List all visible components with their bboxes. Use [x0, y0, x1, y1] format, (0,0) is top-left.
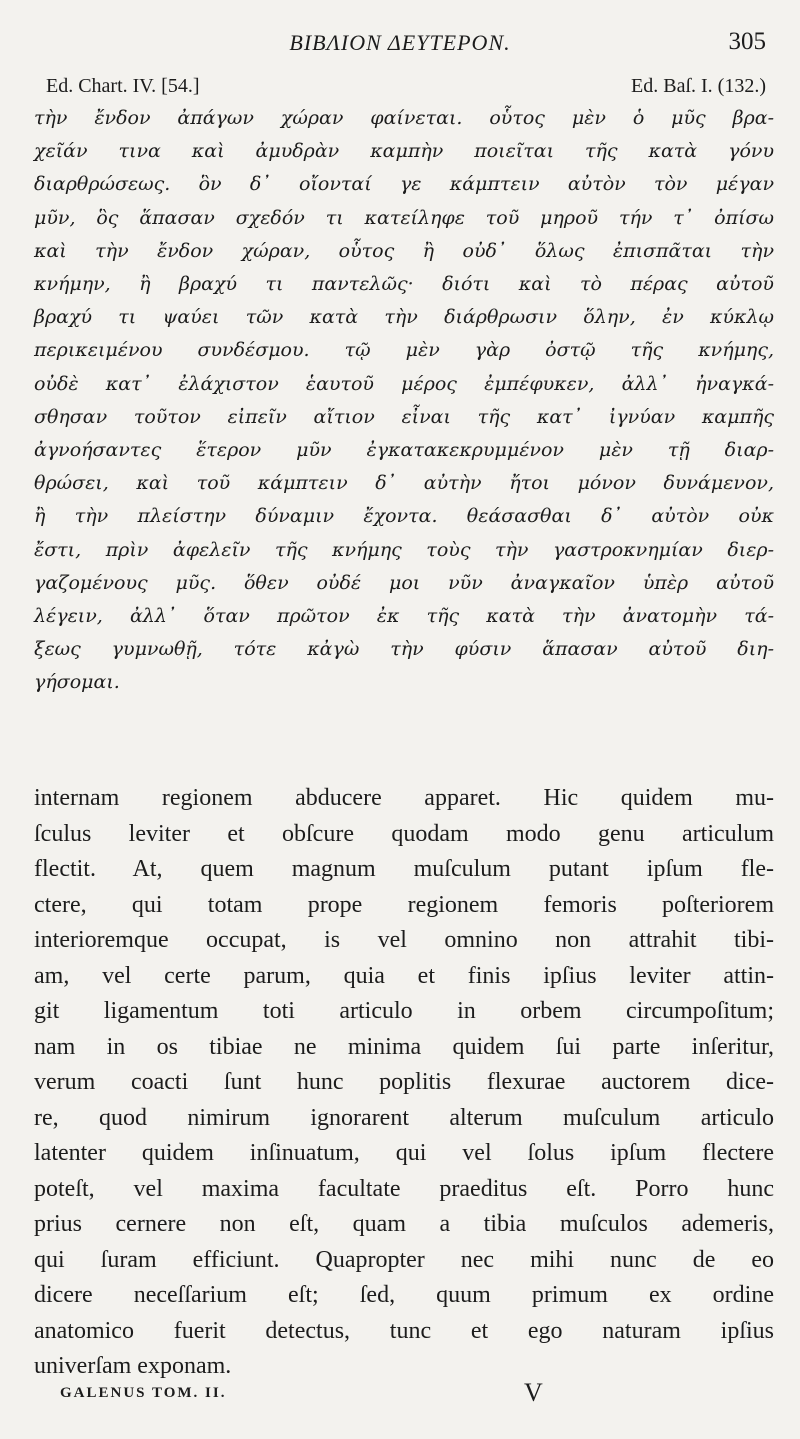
- edition-reference-left: Ed. Chart. IV. [54.]: [46, 75, 200, 97]
- latin-text-line: dicere neceſſarium eſt; ſed, quum primum ex ordine: [34, 1282, 774, 1308]
- greek-text-line: τὴν ἔνδον ἀπάγων χώραν φαίνεται. οὗτος μὲν ὁ μῦς βρα-: [34, 107, 774, 129]
- latin-text-line: univerſam exponam.: [34, 1353, 232, 1379]
- greek-text-line: ἔστι, πρὶν ἀφελεῖν τῆς κνήμης τοὺς τὴν γαστροκνημίαν διερ-: [34, 538, 774, 561]
- latin-text-block: [34, 781, 774, 1385]
- latin-text-line: latenter quidem inſinuatum, qui vel ſolus ipſum flectere: [34, 1140, 774, 1166]
- footer-signature-mark: V: [524, 1378, 543, 1407]
- latin-text-line: re, quod nimirum ignorarent alterum muſculum articulo: [34, 1104, 774, 1131]
- running-title: BIBΛIOΝ ΔΕΥΤΕΡΟΝ.: [289, 30, 511, 55]
- latin-text-line: git ligamentum toti articulo in orbem circumpoſitum;: [34, 998, 774, 1024]
- latin-text-line: internam regionem abducere apparet. Hic quidem mu-: [34, 785, 774, 811]
- greek-text-line: σθησαν τοῦτον εἰπεῖν αἴτιον εἶναι τῆς κατ᾽ ἰγνύαν καμπῆς: [34, 405, 774, 428]
- greek-text-line: γήσομαι.: [34, 671, 120, 694]
- latin-text-line: anatomico fuerit detectus, tunc et ego naturam ipſius: [34, 1317, 774, 1344]
- greek-text-line: χεῖάν τινα καὶ ἀμυδρὰν καμπὴν ποιεῖται τῆς κατὰ γόνυ: [34, 140, 774, 163]
- greek-text-line: ξεως γυμνωθῇ, τότε κἀγὼ τὴν φύσιν ἅπασαν αὐτοῦ διη-: [34, 638, 774, 661]
- latin-text-line: am, vel certe parum, quia et finis ipſius leviter attin-: [34, 962, 774, 989]
- greek-text-line: διαρθρώσεως. ὃν δ᾽ οἴονταί γε κάμπτειν αὐτὸν τὸν μέγαν: [34, 173, 774, 196]
- greek-text-line: ἀγνοήσαντες ἕτερον μῦν ἐγκατακεκρυμμένον μὲν τῇ διαρ-: [34, 439, 774, 462]
- greek-text-line: λέγειν, ἀλλ᾽ ὅταν πρῶτον ἐκ τῆς κατὰ τὴν ἀνατομὴν τά-: [34, 605, 774, 628]
- footer-signature: GALENUS TOM. II.: [60, 1385, 227, 1401]
- greek-text-line: βραχύ τι ψαύει τῶν κατὰ τὴν διάρθρωσιν ὅλην, ἐν κύκλῳ: [34, 306, 774, 329]
- latin-text-line: ctere, qui totam prope regionem femoris poſteriorem: [34, 891, 774, 918]
- edition-reference-right: Ed. Baſ. I. (132.): [631, 75, 766, 97]
- latin-text-line: flectit. At, quem magnum muſculum putant ipſum fle-: [34, 856, 774, 882]
- greek-text-line: γαζομένους μῦς. ὅθεν οὐδέ μοι νῦν ἀναγκαῖον ὑπὲρ αὐτοῦ: [34, 571, 774, 594]
- greek-text-line: μῦν, ὃς ἅπασαν σχεδόν τι κατείληφε τοῦ μηροῦ τήν τ᾽ ὀπίσω: [34, 206, 774, 229]
- latin-text-line: nam in os tibiae ne minima quidem ſui parte inſeritur,: [34, 1033, 774, 1060]
- greek-text-line: ἢ τὴν πλείστην δύναμιν ἔχοντα. θεάσασθαι δ᾽ αὐτὸν οὐκ: [34, 505, 774, 528]
- latin-text-line: interioremque occupat, is vel omnino non attrahit tibi-: [34, 927, 774, 953]
- latin-text-line: qui ſuram efficiunt. Quapropter nec mihi nunc de eo: [34, 1246, 774, 1273]
- greek-text-block: [34, 102, 774, 700]
- latin-text-line: prius cernere non eſt, quam a tibia muſculos ademeris,: [34, 1211, 774, 1237]
- latin-text-line: poteſt, vel maxima facultate praeditus eſt. Porro hunc: [34, 1175, 774, 1202]
- page-number: 305: [728, 28, 766, 55]
- greek-text-line: οὐδὲ κατ᾽ ἐλάχιστον ἑαυτοῦ μέρος ἐμπέφυκεν, ἀλλ᾽ ἠναγκά-: [34, 372, 774, 395]
- greek-text-line: κνήμην, ἢ βραχύ τι παντελῶς· διότι καὶ τὸ πέρας αὐτοῦ: [34, 273, 774, 296]
- latin-text-line: verum coacti ſunt hunc poplitis flexurae auctorem dice-: [34, 1069, 774, 1095]
- greek-text-line: θρώσει, καὶ τοῦ κάμπτειν δ᾽ αὐτὴν ἤτοι μόνον δυνάμενον,: [34, 472, 774, 495]
- latin-text-line: ſculus leviter et obſcure quodam modo genu articulum: [34, 820, 774, 847]
- greek-text-line: περικειμένου συνδέσμου. τῷ μὲν γὰρ ὀστῷ τῆς κνήμης,: [34, 339, 774, 362]
- greek-text-line: καὶ τὴν ἔνδον χώραν, οὗτος ἢ οὐδ᾽ ὅλως ἐπισπᾶται τὴν: [34, 239, 774, 262]
